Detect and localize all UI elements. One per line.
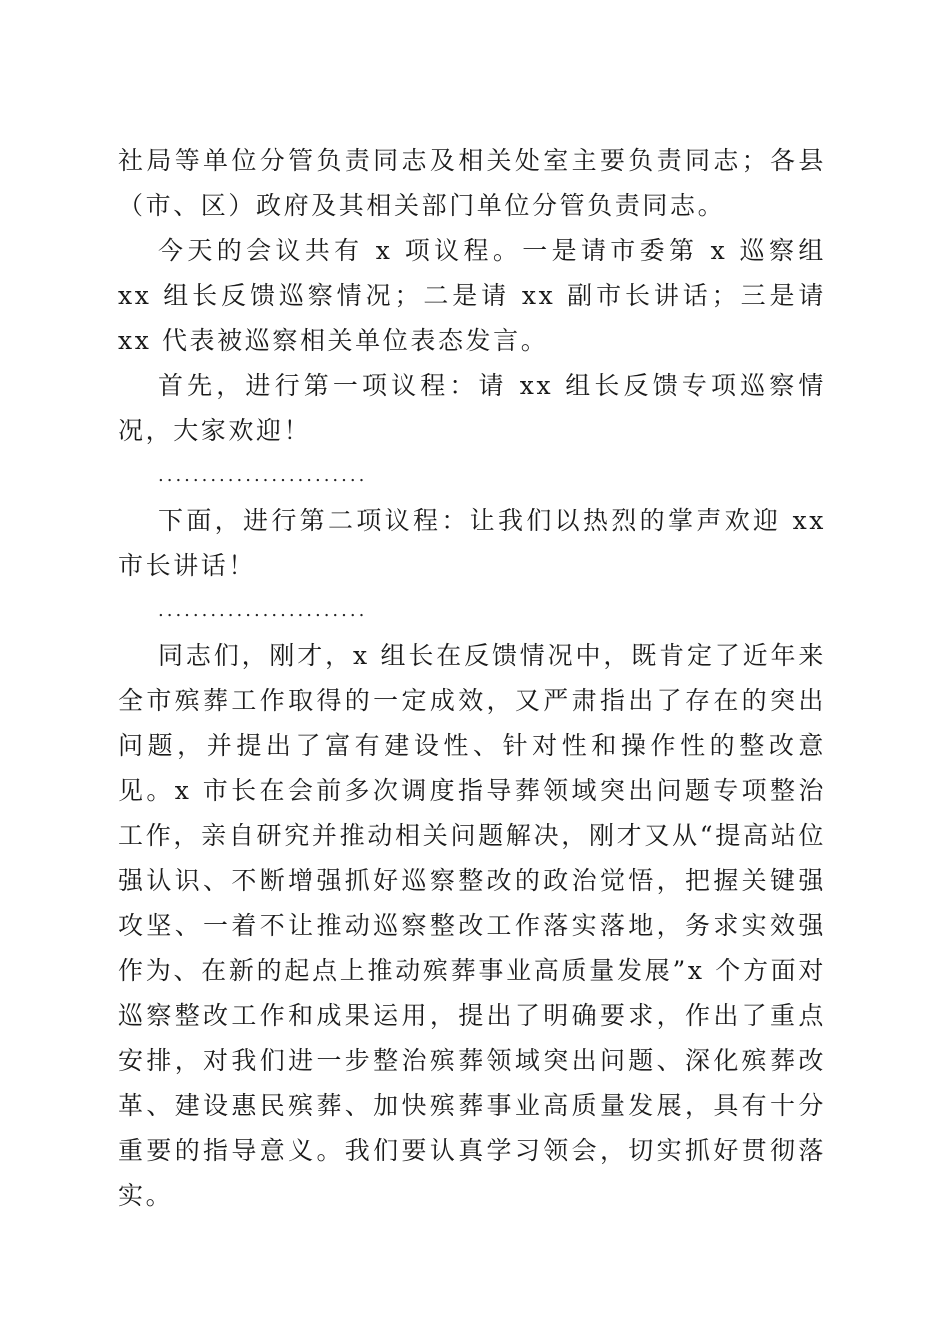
paragraph-agenda-overview: 今天的会议共有 x 项议程。一是请市委第 x 巡察组 xx 组长反馈巡察情况；二是请 xx 副市长讲话；三是请 xx 代表被巡察相关单位表态发言。: [118, 236, 826, 355]
paragraph-agenda-item-2: 下面，进行第二项议程：让我们以热烈的掌声欢迎 xx 市长讲话！: [118, 506, 826, 580]
ellipsis-separator: ........................: [158, 465, 368, 486]
paragraph-attendees: 社局等单位分管负责同志及相关处室主要负责同志；各县（市、区）政府及其相关部门单位分管负责同志。: [118, 146, 826, 220]
paragraph-summary-remarks: 同志们，刚才，x 组长在反馈情况中，既肯定了近年来全市殡葬工作取得的一定成效，又严肃指出了存在的突出问题，并提出了富有建设性、针对性和操作性的整改意见。x 市长在会前多次调度指导葬领域突出问题专项整治工作，亲自研究并推动相关问题解决，刚才又从“提高站位强认识、不断增强抓好巡察整改的政治觉悟，把握关键强攻坚、一着不让推动巡察整改工作落实落地，务求实效强作为、在新的起点上推动殡葬事业高质量发展”x 个方面对巡察整改工作和成果运用，提出了明确要求，作出了重点安排，对我们进一步整治殡葬领域突出问题、深化殡葬改革、建设惠民殡葬、加快殡葬事业高质量发展，具有十分重要的指导意义。我们要认真学习领会，切实抓好贯彻落实。: [118, 641, 826, 1210]
ellipsis-separator: ........................: [158, 600, 368, 621]
paragraph-agenda-item-1: 首先，进行第一项议程：请 xx 组长反馈专项巡察情况，大家欢迎！: [118, 371, 826, 445]
document-body: [118, 138, 826, 1218]
